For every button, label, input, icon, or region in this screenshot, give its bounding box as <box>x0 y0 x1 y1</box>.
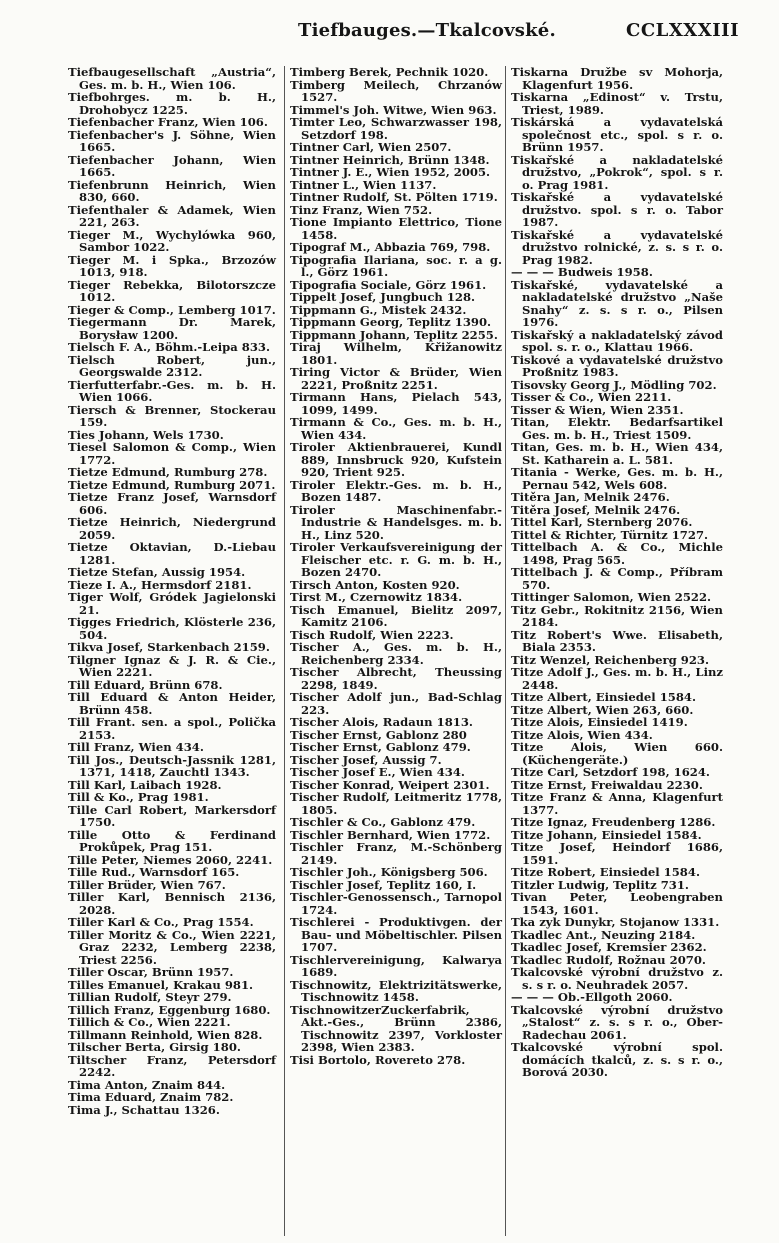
directory-entry: Tippmann Johann, Teplitz 2255. <box>290 327 498 342</box>
directory-entry: Tiefenbacher's J. Söhne, Wien 1665. <box>68 127 276 154</box>
directory-entry: Tiroler Aktienbrauerei, Kundl 889, Innsbruck 920, Kufstein 920, Trient 925. <box>290 440 502 479</box>
directory-entry: Timter Leo, Schwarzwasser 198, Setzdorf 198. <box>290 115 502 142</box>
directory-entry: Tischer Josef, Aussig 7. <box>290 752 442 767</box>
directory-entry: Tischlervereinigung, Kalwarya 1689. <box>290 952 502 979</box>
directory-entry: Tiskárská a vydavatelská společnost etc., spol. s r. o. Brünn 1957. <box>511 115 723 154</box>
directory-entry: Titan, Ges. m. b. H., Wien 434, St. Katharein a. L. 581. <box>511 440 723 467</box>
directory-entry: Tkalcovské výrobní spol. domácích tkalců, z. s. s r. o., Borová 2030. <box>511 1040 723 1079</box>
directory-entry: Tischler Franz, M.-Schönberg 2149. <box>290 840 502 867</box>
directory-entry: Titze Alois, Wien 434. <box>511 727 653 742</box>
directory-entry: Tieger Rebekka, Bilotorszcze 1012. <box>68 277 276 304</box>
directory-entry: — — — Budweis 1958. <box>511 265 653 279</box>
directory-entry: Tittel & Richter, Türnitz 1727. <box>511 527 709 542</box>
directory-entry: Till Jos., Deutsch-Jassnik 1281, 1371, 1418, Zauchtl 1343. <box>68 752 276 779</box>
directory-entry: Titze Robert, Einsiedel 1584. <box>511 865 700 879</box>
directory-entry: Tima Eduard, Znaim 782. <box>68 1090 234 1104</box>
directory-entry: Till Franz, Wien 434. <box>68 740 204 754</box>
directory-entry: Tipografia Ilariana, soc. r. a g. l., Görz 1961. <box>290 252 502 279</box>
directory-entry: Tippelt Josef, Jungbuch 128. <box>290 290 476 304</box>
directory-entry: Tirmann Hans, Pielach 543, 1099, 1499. <box>290 390 502 417</box>
directory-entry: Tiskařské a vydavatelské družstvo rolnické, z. s. s r. o. Prag 1982. <box>511 227 723 267</box>
directory-entry: Till & Ko., Prag 1981. <box>68 790 209 804</box>
directory-entry: Titan, Elektr. Bedarfsartikel Ges. m. b. H., Triest 1509. <box>511 415 723 442</box>
directory-entry: Tieger M., Wychylówka 960, Sambor 1022. <box>68 227 276 254</box>
directory-entry: Tisovsky Georg J., Mödling 702. <box>511 377 717 392</box>
directory-entry: Tkadlec Josef, Kremsier 2362. <box>511 940 707 954</box>
directory-entry: Tiskové a vydavatelské družstvo Proßnitz 1983. <box>511 352 723 379</box>
directory-entry: Tietze Edmund, Rumburg 278. <box>68 465 268 479</box>
directory-entry: Tiger Wolf, Gródek Jagielonski 21. <box>68 590 276 617</box>
directory-entry: Tille Peter, Niemes 2060, 2241. <box>68 852 273 867</box>
directory-entry: Tillich & Co., Wien 2221. <box>68 1015 231 1029</box>
directory-entry: Tiefenthaler & Adamek, Wien 221, 263. <box>68 202 276 229</box>
directory-entry: Tischler Bernhard, Wien 1772. <box>290 827 491 842</box>
directory-entry: Tipograf M., Abbazia 769, 798. <box>290 240 491 254</box>
directory-entry: Timberg Berek, Pechnik 1020. <box>290 65 489 79</box>
directory-entry: Tiring Victor & Brüder, Wien 2221, Proßnitz 2251. <box>290 365 502 392</box>
directory-entry: Titze Ernst, Freiwaldau 2230. <box>511 777 703 792</box>
directory-entry: Tiroler Elektr.-Ges. m. b. H., Bozen 1487. <box>290 477 502 504</box>
directory-entry: Tittel Karl, Sternberg 2076. <box>511 515 693 529</box>
directory-entry: Tisch Rudolf, Wien 2223. <box>290 627 454 642</box>
directory-entry: Tischer Ernst, Gablonz 280 <box>290 727 467 742</box>
directory-entry: Tkadlec Ant., Neuzing 2184. <box>511 927 696 942</box>
directory-entry: Tittelbach A. & Co., Michle 1498, Prag 565. <box>511 540 723 567</box>
directory-entry: Ties Johann, Wels 1730. <box>68 427 224 442</box>
directory-entry: Tiller Karl & Co., Prag 1554. <box>68 915 254 929</box>
directory-entry: Tietze Franz Josef, Warnsdorf 606. <box>68 490 276 517</box>
directory-entry: Tischer Konrad, Weipert 2301. <box>290 777 490 792</box>
directory-entry: Tkalcovské výrobní družstvo „Stalost“ z. s. s r. o., Ober-Radechau 2061. <box>511 1002 723 1042</box>
directory-entry: Titze Johann, Einsiedel 1584. <box>511 827 702 842</box>
directory-entry: Titze Adolf J., Ges. m. b. H., Linz 2448. <box>511 665 723 692</box>
directory-entry: Timmel's Joh. Witwe, Wien 963. <box>290 102 497 117</box>
directory-entry: Tiefbaugesellschaft „Austria“, Ges. m. b. H., Wien 106. <box>68 65 276 92</box>
directory-entry: Tima J., Schattau 1326. <box>68 1102 220 1117</box>
directory-entry: Tilgner Ignaz & J. R. & Cie., Wien 2221. <box>68 652 276 679</box>
directory-entry: Tille Otto & Ferdinand Prokůpek, Prag 151. <box>68 827 276 854</box>
directory-entry: Tischer Rudolf, Leitmeritz 1778, 1805. <box>290 790 502 817</box>
directory-entry: Tisser & Wien, Wien 2351. <box>511 402 684 417</box>
directory-entry: Tischler & Co., Gablonz 479. <box>290 815 476 829</box>
directory-entry: Tisi Bortolo, Rovereto 278. <box>290 1052 466 1067</box>
directory-entry: Tiskarna Družbe sv Mohorja, Klagenfurt 1956. <box>511 65 723 92</box>
directory-entry: Tieze I. A., Hermsdorf 2181. <box>68 577 252 592</box>
directory-entry: Tischer Adolf jun., Bad-Schlag 223. <box>290 690 502 717</box>
directory-entry: Tischler Josef, Teplitz 160, I. <box>290 877 477 892</box>
page-number: CCLXXXIII <box>626 20 739 41</box>
directory-entry: Tiskařské a nakladatelské družstvo, „Pokrok“, spol. s r. o. Prag 1981. <box>511 152 723 192</box>
directory-entry: Tirsch Anton, Kosten 920. <box>290 577 460 592</box>
directory-entry: Tka zyk Dunykr, Stojanow 1331. <box>511 915 720 929</box>
directory-entry: Titze Franz & Anna, Klagenfurt 1377. <box>511 790 723 817</box>
page-title: Tiefbauges.—Tkalcovské. <box>298 20 556 41</box>
column-1 <box>68 66 276 1116</box>
directory-entry: Tione Impianto Elettrico, Tione 1458. <box>290 215 502 242</box>
directory-entry: Till Karl, Laibach 1928. <box>68 777 222 792</box>
directory-entry: Tietze Oktavian, D.-Liebau 1281. <box>68 540 276 567</box>
directory-entry: Titze Alois, Wien 660. (Küchengeräte.) <box>511 740 723 767</box>
directory-entry: Tiller Oscar, Brünn 1957. <box>68 965 234 979</box>
directory-entry: Tiller Karl, Bennisch 2136, 2028. <box>68 890 276 917</box>
column-divider <box>284 66 285 1236</box>
directory-entry: Tiefbohrges. m. b. H., Drohobycz 1225. <box>68 90 276 117</box>
directory-entry: Tirmann & Co., Ges. m. b. H., Wien 434. <box>290 415 502 442</box>
directory-entry: Tiller Brüder, Wien 767. <box>68 877 226 892</box>
directory-entry: Tiskařské a vydavatelské družstvo. spol. s r. o. Tabor 1987. <box>511 190 723 229</box>
directory-entry: Tieger & Comp., Lemberg 1017. <box>68 302 276 317</box>
directory-entry: Tiesel Salomon & Comp., Wien 1772. <box>68 440 276 467</box>
directory-entry: Tischer Josef E., Wien 434. <box>290 765 465 779</box>
directory-entry: Tischler-Genossensch., Tarnopol 1724. <box>290 890 502 917</box>
directory-entry: Titz Wenzel, Reichenberg 923. <box>511 652 710 667</box>
directory-entry: Tischer Alois, Radaun 1813. <box>290 715 473 729</box>
directory-entry: Titze Alois, Einsiedel 1419. <box>511 715 688 729</box>
directory-entry: Tischlerei - Produktivgen. der Bau- und Möbeltischler. Pilsen 1707. <box>290 915 502 954</box>
directory-entry: Titze Ignaz, Freudenberg 1286. <box>511 815 716 829</box>
directory-entry: Tierfutterfabr.-Ges. m. b. H. Wien 1066. <box>68 377 276 404</box>
directory-entry: Tietze Heinrich, Niedergrund 2059. <box>68 515 276 542</box>
directory-entry: Tiskařský a nakladatelský závod spol. s. r. o., Klattau 1966. <box>511 327 723 354</box>
directory-entry: Tikva Josef, Starkenbach 2159. <box>68 640 270 654</box>
page-header <box>60 20 739 50</box>
directory-entry: Tillmann Reinhold, Wien 828. <box>68 1027 263 1042</box>
directory-entry: Timberg Meilech, Chrzanów 1527. <box>290 77 502 104</box>
directory-entry: Tisch Emanuel, Bielitz 2097, Kamitz 2106. <box>290 602 502 629</box>
directory-entry: Tiller Moritz & Co., Wien 2221, Graz 2232, Lemberg 2238, Triest 2256. <box>68 927 276 967</box>
directory-entry: Tille Rud., Warnsdorf 165. <box>68 865 240 879</box>
directory-entry: Tiefenbacher Johann, Wien 1665. <box>68 152 276 179</box>
directory-entry: Titěra Josef, Melnik 2476. <box>511 502 681 517</box>
directory-entry: TischnowitzerZuckerfabrik, Akt.-Ges., Brünn 2386, Tischnowitz 2397, Vorkloster 2398, Wien 2383. <box>290 1002 502 1054</box>
directory-entry: Tippmann G., Mistek 2432. <box>290 302 467 317</box>
directory-entry: Tirst M., Czernowitz 1834. <box>290 590 463 604</box>
directory-entry: Till Eduard & Anton Heider, Brünn 458. <box>68 690 276 717</box>
directory-entry: Tiroler Maschinenfabr.-Industrie & Handelsges. m. b. H., Linz 520. <box>290 502 502 542</box>
directory-entry: Tiefenbacher Franz, Wien 106. <box>68 115 268 129</box>
directory-entry: Tiegermann Dr. Marek, Borysław 1200. <box>68 315 276 342</box>
directory-entry: Tielsch Robert, jun., Georgswalde 2312. <box>68 352 276 379</box>
column-2 <box>290 66 502 1066</box>
directory-entry: Titania - Werke, Ges. m. b. H., Pernau 542, Wels 608. <box>511 465 723 492</box>
directory-entry: Tisser & Co., Wien 2211. <box>511 390 672 404</box>
column-3 <box>511 66 723 1079</box>
directory-entry: Tielsch F. A., Böhm.-Leipa 833. <box>68 340 271 354</box>
directory-entry: Tischnowitz, Elektrizitätswerke, Tischnowitz 1458. <box>290 977 502 1004</box>
directory-entry: Tkadlec Rudolf, Rožnau 2070. <box>511 952 706 967</box>
directory-entry: Titěra Jan, Melnik 2476. <box>511 490 670 504</box>
directory-entry: Tintner Heinrich, Brünn 1348. <box>290 152 490 167</box>
directory-entry: Titze Carl, Setzdorf 198, 1624. <box>511 765 710 779</box>
directory-entry: Tintner Carl, Wien 2507. <box>290 140 452 154</box>
directory-entry: Tima Anton, Znaim 844. <box>68 1077 226 1092</box>
column-divider <box>505 66 506 1236</box>
directory-entry: Tillich Franz, Eggenburg 1680. <box>68 1002 271 1017</box>
directory-entry: Titzler Ludwig, Teplitz 731. <box>511 877 689 892</box>
directory-entry: Tietze Edmund, Rumburg 2071. <box>68 477 276 492</box>
directory-entry: Titze Josef, Heindorf 1686, 1591. <box>511 840 723 867</box>
directory-entry: Tilles Emanuel, Krakau 981. <box>68 977 254 992</box>
directory-entry: Tiroler Verkaufsvereinigung der Fleischer etc. r. G. m. b. H., Bozen 2470. <box>290 540 502 579</box>
directory-entry: Till Eduard, Brünn 678. <box>68 677 223 692</box>
directory-entry: Tivan Peter, Leobengraben 1543, 1601. <box>511 890 723 917</box>
directory-entry: Tiskařské, vydavatelské a nakladatelské družstvo „Naše Snahy“ z. s. s r. o., Pilsen 1976. <box>511 277 723 329</box>
directory-entry: Tittelbach J. & Comp., Příbram 570. <box>511 565 723 592</box>
directory-entry: Tiltscher Franz, Petersdorf 2242. <box>68 1052 276 1079</box>
directory-entry: Tintner Rudolf, St. Pölten 1719. <box>290 190 498 204</box>
directory-entry: — — — Ob.-Ellgoth 2060. <box>511 990 673 1004</box>
directory-entry: Titze Albert, Wien 263, 660. <box>511 702 694 717</box>
directory-entry: Tigges Friedrich, Klösterle 236, 504. <box>68 615 276 642</box>
directory-entry: Tintner L., Wien 1137. <box>290 177 437 192</box>
directory-entry: Tillian Rudolf, Steyr 279. <box>68 990 232 1004</box>
directory-entry: Tiraj Wilhelm, Křižanowitz 1801. <box>290 340 502 367</box>
directory-entry: Tischler Joh., Königsberg 506. <box>290 865 488 879</box>
directory-entry: Tischer A., Ges. m. b. H., Reichenberg 2334. <box>290 640 502 667</box>
directory-entry: Tischer Ernst, Gablonz 479. <box>290 740 471 754</box>
directory-entry: Tittinger Salomon, Wien 2522. <box>511 590 712 604</box>
directory-entry: Tietze Stefan, Aussig 1954. <box>68 565 246 579</box>
directory-entry: Till Frant. sen. a spol., Polička 2153. <box>68 715 276 742</box>
directory-entry: Tiefenbrunn Heinrich, Wien 830, 660. <box>68 177 276 204</box>
directory-entry: Titz Robert's Wwe. Elisabeth, Biala 2353. <box>511 627 723 654</box>
directory-entry: Tiskarna „Edinost“ v. Trstu, Triest, 1989. <box>511 90 723 117</box>
directory-entry: Tkalcovské výrobní družstvo z. s. s r. o. Neuhradek 2057. <box>511 965 723 992</box>
directory-entry: Titze Albert, Einsiedel 1584. <box>511 690 697 704</box>
directory-entry: Tinz Franz, Wien 752. <box>290 202 433 217</box>
directory-entry: Tille Carl Robert, Markersdorf 1750. <box>68 802 276 829</box>
directory-entry: Titz Gebr., Rokitnitz 2156, Wien 2184. <box>511 602 723 629</box>
directory-entry: Tilscher Berta, Girsig 180. <box>68 1040 241 1054</box>
directory-entry: Tiersch & Brenner, Stockerau 159. <box>68 402 276 429</box>
directory-entry: Tintner J. E., Wien 1952, 2005. <box>290 165 491 179</box>
directory-entry: Tischer Albrecht, Theussing 2298, 1849. <box>290 665 502 692</box>
directory-entry: Tieger M. i Spka., Brzozów 1013, 918. <box>68 252 276 279</box>
directory-entry: Tippmann Georg, Teplitz 1390. <box>290 315 492 329</box>
directory-entry: Tipografia Sociale, Görz 1961. <box>290 277 487 292</box>
